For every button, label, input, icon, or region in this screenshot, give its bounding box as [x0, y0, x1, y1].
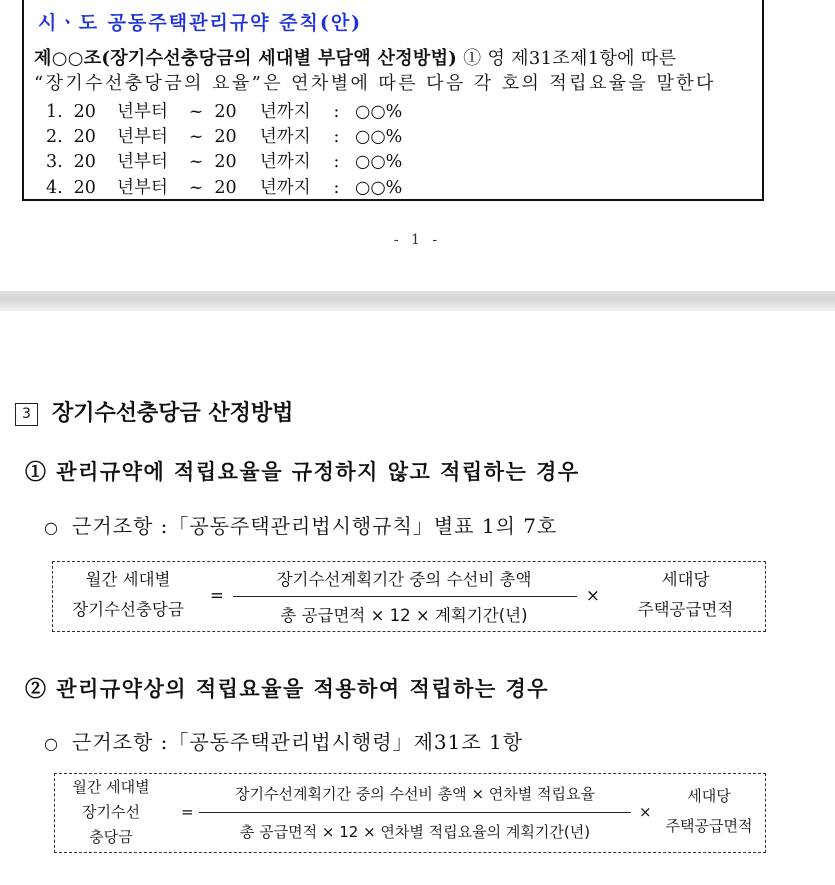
page-separator — [0, 291, 835, 311]
section-number-box: 3 — [15, 403, 38, 426]
case2-basis — [44, 726, 523, 755]
formula-rhs: 세대당 주택공급면적 — [637, 570, 734, 619]
article-line-1 — [34, 44, 676, 70]
equals-sign: = — [210, 586, 224, 605]
formula-denominator: 총 공급면적 × 12 × 계획기간(년) — [280, 606, 528, 625]
case1-basis-text: 근거조항 :「공동주택관리법시행규칙」별표 1의 7호 — [72, 514, 558, 538]
times-sign: × — [639, 803, 652, 821]
section-title: 장기수선충당금 산정방법 — [52, 401, 294, 426]
rate-item: 2. 20 년부터 ~ 20 년까지 : ○○% — [46, 127, 403, 147]
rate-item: 1. 20 년부터 ~ 20 년까지 : ○○% — [46, 102, 403, 122]
case2-basis-text: 근거조항 :「공동주택관리법시행령」제31조 1항 — [72, 730, 524, 754]
case2-heading: ② 관리규약상의 적립요율을 적용하여 적립하는 경우 — [25, 676, 550, 701]
bullet-icon: ○ — [44, 518, 59, 537]
times-sign: × — [586, 586, 600, 605]
formula-denominator: 총 공급면적 × 12 × 연차별 적립요율의 계획기간(년) — [239, 823, 591, 841]
formula-lhs: 월간 세대별 장기수선 충당금 — [72, 778, 150, 846]
case1-formula-box — [52, 561, 766, 632]
case2-formula-box — [54, 773, 766, 853]
fraction-bar — [199, 812, 631, 813]
section-heading — [15, 396, 293, 427]
formula-rhs: 세대당 주택공급면적 — [665, 787, 753, 835]
page-number: - 1 - — [393, 232, 442, 248]
fraction-bar — [233, 596, 577, 597]
rate-item: 4. 20 년부터 ~ 20 년까지 : ○○% — [46, 178, 403, 198]
equals-sign: = — [181, 803, 194, 821]
case1-basis — [44, 510, 557, 539]
article-heading: 제○○조(장기수선충당금의 세대별 부담액 산정방법) — [34, 48, 458, 69]
formula-numerator: 장기수선계획기간 중의 수선비 총액 × 연차별 적립요율 — [235, 785, 595, 803]
article-text: ① 영 제31조제1항에 따른 — [457, 48, 677, 69]
bullet-icon: ○ — [44, 734, 59, 753]
rate-item: 3. 20 년부터 ~ 20 년까지 : ○○% — [46, 152, 403, 172]
article-line-2: “장기수선충당금의 요율”은 연차별에 따른 다음 각 호의 적립요율을 말한다 — [34, 73, 716, 94]
formula-lhs: 월간 세대별 장기수선충당금 — [72, 570, 184, 619]
case1-heading: ① 관리규약에 적립요율을 규정하지 않고 적립하는 경우 — [25, 459, 580, 484]
formula-numerator: 장기수선계획기간 중의 수선비 총액 — [276, 570, 532, 589]
box-title: 시ㆍ도 공동주택관리규약 준칙(안) — [38, 12, 363, 34]
